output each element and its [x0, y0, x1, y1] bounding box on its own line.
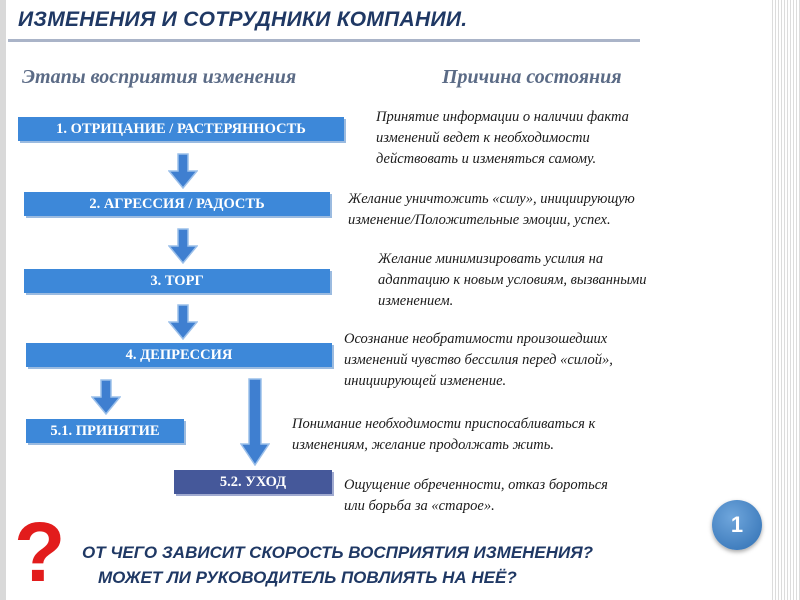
title-underline — [8, 39, 640, 42]
stage-box-denial: 1. ОТРИЦАНИЕ / РАСТЕРЯННОСТЬ — [18, 117, 344, 141]
stage-box-bargaining: 3. ТОРГ — [24, 269, 330, 293]
page-number-badge: 1 — [712, 500, 762, 550]
reason-text-aggression: Желание уничтожить «силу», инициирующую изменение/Положительные эмоции, успех. — [348, 191, 635, 228]
stage-box-aggression: 2. АГРЕССИЯ / РАДОСТЬ — [24, 192, 330, 216]
question-mark-icon: ? — [14, 505, 66, 599]
stage-box-leaving: 5.2. УХОД — [174, 470, 332, 494]
reason-column-header: Причина состояния — [442, 66, 622, 88]
question-line-2: МОЖЕТ ЛИ РУКОВОДИТЕЛЬ ПОВЛИЯТЬ НА НЕЁ? — [98, 568, 517, 587]
stage-box-depression: 4. ДЕПРЕССИЯ — [26, 343, 332, 367]
down-arrow-icon — [168, 304, 198, 340]
slide-title: ИЗМЕНЕНИЯ И СОТРУДНИКИ КОМПАНИИ. — [18, 8, 468, 31]
down-arrow-icon — [168, 228, 198, 264]
stages-column-header: Этапы восприятия изменения — [22, 66, 297, 88]
down-arrow-icon — [168, 153, 198, 189]
reason-text-leaving: Ощущение обреченности, отказ бороться или борьба за «старое». — [344, 477, 608, 514]
reason-text-acceptance: Понимание необходимости приспосабливаться к изменениям, желание продолжать жить. — [292, 416, 596, 453]
long-down-arrow-icon — [240, 378, 270, 466]
down-arrow-icon — [91, 379, 121, 415]
stage-box-acceptance: 5.1. ПРИНЯТИЕ — [26, 419, 184, 443]
slide-frame-left — [0, 0, 6, 600]
reason-text-denial: Принятие информации о наличии факта изменений ведет к необходимости действовать и изменяться самому. — [376, 109, 629, 167]
reason-text-bargaining: Желание минимизировать усилия на адаптацию к новым условиям, вызванными изменением. — [378, 251, 647, 309]
question-line-1: ОТ ЧЕГО ЗАВИСИТ СКОРОСТЬ ВОСПРИЯТИЯ ИЗМЕНЕНИЯ? — [82, 543, 594, 562]
slide-frame-right — [770, 0, 800, 600]
reason-text-depression: Осознание необратимости произошедших изменений чувство бессилия перед «силой», инициирующей изменение. — [344, 331, 613, 389]
